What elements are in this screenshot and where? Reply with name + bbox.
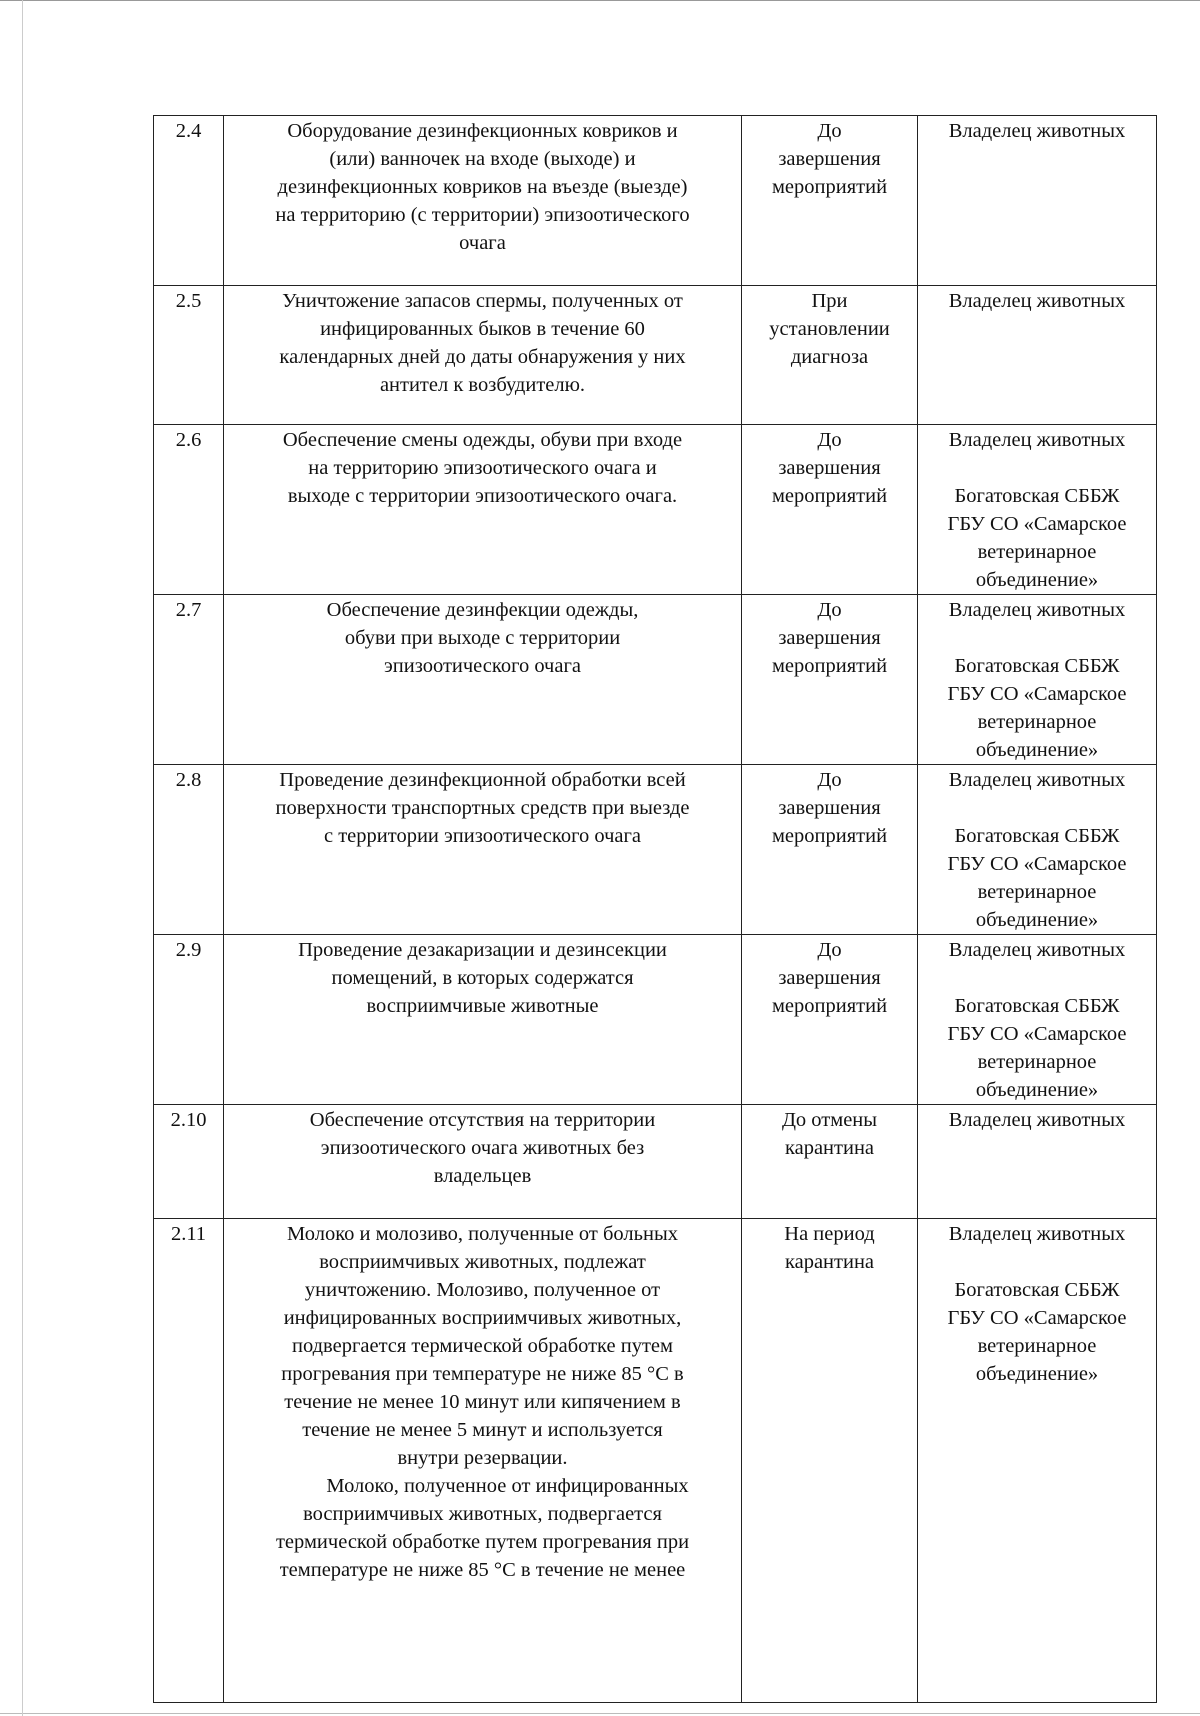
deadline-text-line: На период <box>784 1223 875 1245</box>
responsible-text-line: ветеринарное <box>977 541 1097 563</box>
measure-text-line: Проведение дезакаризации и дезинсекции <box>298 939 667 961</box>
responsible-spacer <box>924 794 1150 822</box>
measure-text-line: прогревания при температуре не ниже 85 °С в <box>281 1363 684 1385</box>
measure-text-line: температуре не ниже 85 °С в течение не менее <box>279 1559 686 1581</box>
deadline-text-line: мероприятий <box>771 176 888 198</box>
measure-text-line: владельцев <box>433 1165 532 1187</box>
responsible-party <box>918 286 1157 425</box>
responsible-organization <box>924 482 1150 594</box>
responsible-text-line: объединение» <box>975 569 1099 591</box>
responsible-text-line: Богатовская СББЖ <box>954 825 1120 847</box>
deadline-text-line: диагноза <box>790 346 869 368</box>
measure-text-line: эпизоотического очага животных без <box>320 1137 645 1159</box>
measure-deadline <box>742 595 918 765</box>
responsible-text-line: Владелец животных <box>948 429 1126 451</box>
responsible-party <box>918 1105 1157 1219</box>
item-number: 2.9 <box>154 935 224 1105</box>
responsible-organization <box>924 766 1150 794</box>
measure-text-line: уничтожению. Молозиво, полученное от <box>304 1279 661 1301</box>
measure-text-line: Обеспечение отсутствия на территории <box>309 1109 656 1131</box>
item-number: 2.6 <box>154 425 224 595</box>
measure-text-line: (или) ванночек на входе (выходе) и <box>329 148 636 170</box>
responsible-organization <box>924 117 1150 145</box>
measure-text-line: на территорию эпизоотического очага и <box>308 457 657 479</box>
deadline-text-line: мероприятий <box>771 995 888 1017</box>
table-row <box>154 595 1157 765</box>
measure-description <box>224 1219 742 1703</box>
measure-description <box>224 935 742 1105</box>
measure-text-line: восприимчивых животных, подлежат <box>319 1251 646 1273</box>
measure-deadline <box>742 765 918 935</box>
measure-text-line: дезинфекционных ковриков на въезде (выезде) <box>277 176 688 198</box>
responsible-text-line: Владелец животных <box>948 1223 1126 1245</box>
measure-description <box>224 116 742 286</box>
responsible-organization <box>924 1106 1150 1134</box>
measure-text-line: календарных дней до даты обнаружения у них <box>279 346 686 368</box>
responsible-text-line: Богатовская СББЖ <box>954 485 1120 507</box>
measure-deadline <box>742 425 918 595</box>
measure-description <box>224 595 742 765</box>
measure-text-line: антител к возбудителю. <box>379 374 586 396</box>
responsible-organization <box>924 426 1150 454</box>
measure-text-line: Обеспечение смены одежды, обуви при входе <box>282 429 683 451</box>
responsible-spacer <box>924 454 1150 482</box>
measure-text-line: выходе с территории эпизоотического очага. <box>287 485 678 507</box>
measure-text-line: восприимчивые животные <box>366 995 599 1017</box>
table-row <box>154 286 1157 425</box>
measure-text-line: Проведение дезинфекционной обработки всей <box>279 769 686 791</box>
responsible-text-line: ГБУ СО «Самарское <box>947 513 1127 535</box>
responsible-party <box>918 425 1157 595</box>
deadline-text-line: карантина <box>784 1137 875 1159</box>
responsible-text-line: Богатовская СББЖ <box>954 1279 1120 1301</box>
measure-text-line: поверхности транспортных средств при выезде <box>275 797 690 819</box>
item-number: 2.5 <box>154 286 224 425</box>
measure-description <box>224 765 742 935</box>
measure-text-line: Молоко и молозиво, полученные от больных <box>287 1223 678 1245</box>
measure-text-line: Оборудование дезинфекционных ковриков и <box>287 120 678 142</box>
item-number: 2.4 <box>154 116 224 286</box>
measure-deadline <box>742 286 918 425</box>
scan-edge-top <box>0 0 1200 1</box>
measure-description <box>224 286 742 425</box>
responsible-text-line: Богатовская СББЖ <box>954 995 1120 1017</box>
measure-text-line: инфицированных быков в течение 60 <box>320 318 645 340</box>
deadline-text-line: До <box>817 599 842 621</box>
responsible-text-line: Владелец животных <box>948 1109 1126 1131</box>
measure-text-line: течение не менее 10 минут или кипячением в <box>284 1391 681 1413</box>
responsible-text-line: ГБУ СО «Самарское <box>947 1023 1127 1045</box>
measure-text-line: подвергается термической обработке путем <box>292 1335 673 1357</box>
responsible-text-line: ГБУ СО «Самарское <box>947 1307 1127 1329</box>
measure-text-line: внутри резервации. <box>397 1447 568 1469</box>
measure-text-line: Обеспечение дезинфекции одежды, <box>326 599 639 621</box>
responsible-text-line: ГБУ СО «Самарское <box>947 683 1127 705</box>
responsible-text-line: ГБУ СО «Самарское <box>947 853 1127 875</box>
deadline-text-line: карантина <box>784 1251 875 1273</box>
item-number: 2.8 <box>154 765 224 935</box>
measure-text-line: инфицированных восприимчивых животных, <box>283 1307 682 1329</box>
responsible-text-line: Владелец животных <box>948 599 1126 621</box>
responsible-text-line: ветеринарное <box>977 711 1097 733</box>
responsible-party <box>918 595 1157 765</box>
responsible-organization <box>924 1276 1150 1388</box>
responsible-party <box>918 116 1157 286</box>
measure-deadline <box>742 1219 918 1703</box>
table-row <box>154 765 1157 935</box>
deadline-text-line: При <box>811 290 848 312</box>
responsible-text-line: Владелец животных <box>948 120 1126 142</box>
table-row <box>154 116 1157 286</box>
measure-text-line: восприимчивых животных, подвергается <box>303 1503 662 1525</box>
measure-text-line: Молоко, полученное от инфицированных <box>326 1475 689 1497</box>
table-row <box>154 1219 1157 1703</box>
measure-text-line: Уничтожение запасов спермы, полученных от <box>282 290 683 312</box>
table-row <box>154 935 1157 1105</box>
measure-description <box>224 1105 742 1219</box>
measure-text-line: течение не менее 5 минут и используется <box>302 1419 663 1441</box>
responsible-text-line: Владелец животных <box>948 939 1126 961</box>
responsible-text-line: объединение» <box>975 1363 1099 1385</box>
measures-table <box>153 115 1157 1703</box>
responsible-party <box>918 765 1157 935</box>
responsible-organization <box>924 936 1150 964</box>
measure-text-line: эпизоотического очага <box>384 655 581 677</box>
table-row <box>154 425 1157 595</box>
deadline-text-line: установлении <box>769 318 890 340</box>
deadline-text-line: До <box>817 429 842 451</box>
deadline-text-line: завершения <box>778 148 881 170</box>
deadline-text-line: мероприятий <box>771 655 888 677</box>
responsible-spacer <box>924 964 1150 992</box>
measure-text-line: обуви при выходе с территории <box>344 627 621 649</box>
item-number: 2.11 <box>154 1219 224 1703</box>
deadline-text-line: завершения <box>778 797 881 819</box>
deadline-text-line: завершения <box>778 457 881 479</box>
table-row <box>154 1105 1157 1219</box>
measure-text-line: на территорию (с территории) эпизоотического <box>275 204 690 226</box>
deadline-text-line: До <box>817 769 842 791</box>
measure-deadline <box>742 935 918 1105</box>
deadline-text-line: До <box>817 120 842 142</box>
deadline-text-line: До отмены <box>781 1109 878 1131</box>
measure-description <box>224 425 742 595</box>
responsible-text-line: ветеринарное <box>977 1335 1097 1357</box>
deadline-text-line: мероприятий <box>771 825 888 847</box>
responsible-text-line: Владелец животных <box>948 290 1126 312</box>
item-number: 2.10 <box>154 1105 224 1219</box>
responsible-organization <box>924 822 1150 934</box>
deadline-text-line: До <box>817 939 842 961</box>
deadline-text-line: мероприятий <box>771 485 888 507</box>
deadline-text-line: завершения <box>778 967 881 989</box>
responsible-spacer <box>924 1248 1150 1276</box>
scan-edge-bottom <box>0 1713 1200 1714</box>
responsible-text-line: ветеринарное <box>977 881 1097 903</box>
responsible-text-line: Богатовская СББЖ <box>954 655 1120 677</box>
item-number: 2.7 <box>154 595 224 765</box>
responsible-party <box>918 935 1157 1105</box>
responsible-organization <box>924 1220 1150 1248</box>
responsible-text-line: Владелец животных <box>948 769 1126 791</box>
measure-text-line: термической обработке путем прогревания при <box>275 1531 690 1553</box>
measure-text-line: с территории эпизоотического очага <box>324 825 641 847</box>
measure-text-line: помещений, в которых содержатся <box>331 967 634 989</box>
responsible-spacer <box>924 624 1150 652</box>
measures-table-body <box>154 116 1157 1703</box>
responsible-organization <box>924 596 1150 624</box>
measure-deadline <box>742 1105 918 1219</box>
deadline-text-line: завершения <box>778 627 881 649</box>
responsible-organization <box>924 992 1150 1104</box>
responsible-party <box>918 1219 1157 1703</box>
responsible-organization <box>924 287 1150 315</box>
responsible-text-line: объединение» <box>975 909 1099 931</box>
responsible-text-line: ветеринарное <box>977 1051 1097 1073</box>
measure-text-line: очага <box>459 232 506 254</box>
responsible-text-line: объединение» <box>975 739 1099 761</box>
responsible-text-line: объединение» <box>975 1079 1099 1101</box>
scan-edge-left <box>22 0 23 1716</box>
measure-deadline <box>742 116 918 286</box>
responsible-organization <box>924 652 1150 764</box>
